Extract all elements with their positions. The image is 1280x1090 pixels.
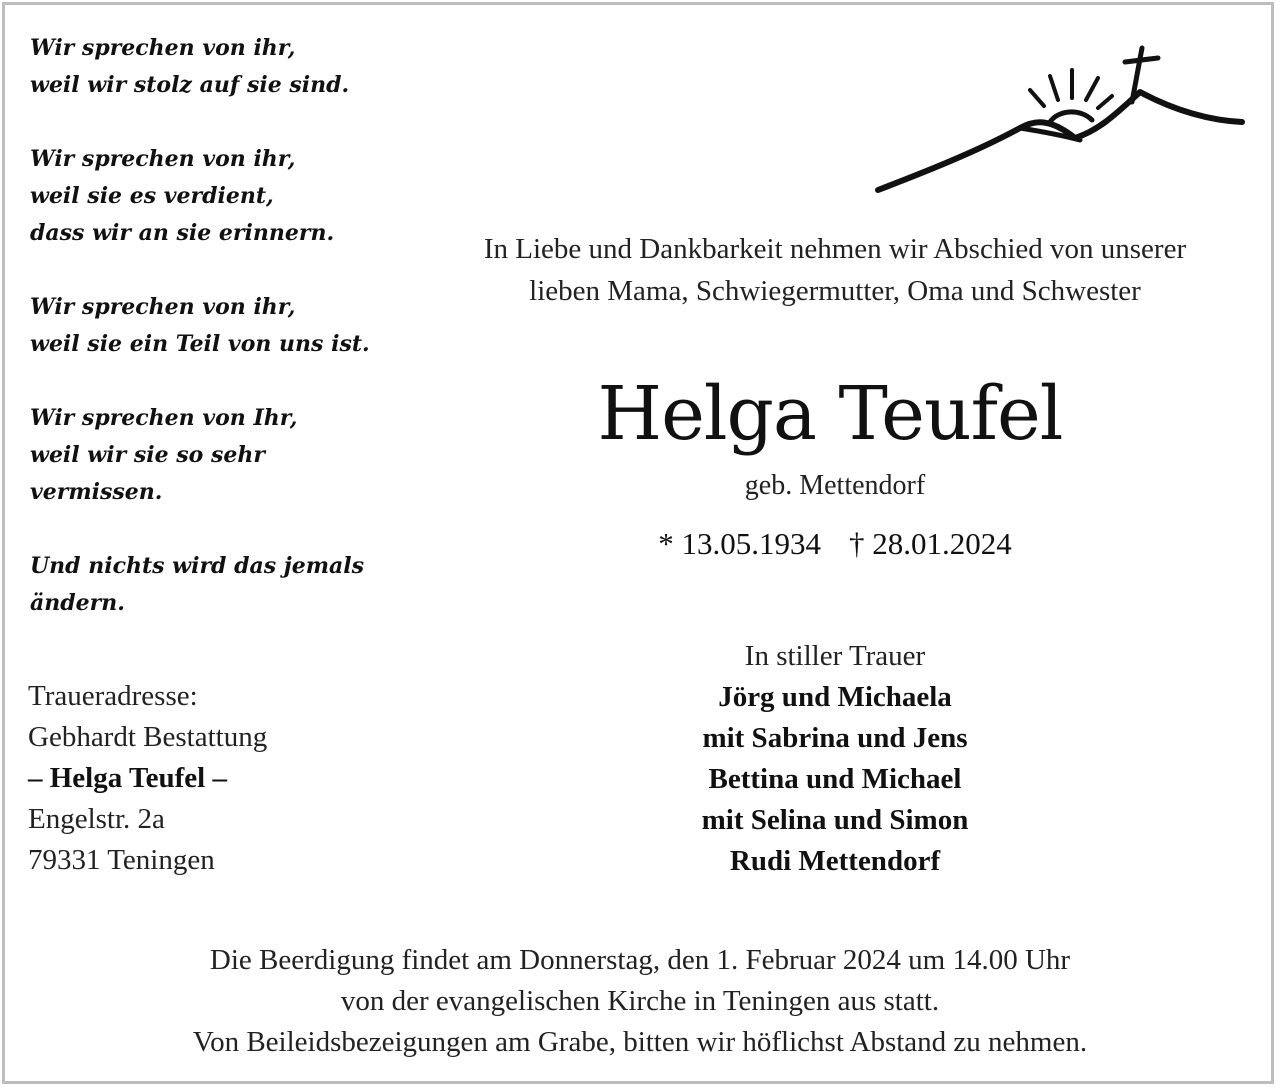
funeral-notice [0,940,1280,1063]
poem-line: dass wir an sie erinnern. [30,220,335,246]
mourner: mit Selina und Simon [701,804,969,836]
poem-line: weil wir stolz auf sie sind. [30,72,350,98]
mourner: Bettina und Michael [708,763,962,795]
intro-line: In Liebe und Dankbarkeit nehmen wir Abschied von unserer [483,233,1187,265]
address-street: Engelstr. 2a [28,803,165,835]
maiden-name: geb. Mettendorf [744,470,926,501]
poem-line: Wir sprechen von Ihr, [30,405,298,431]
mourning-address [28,676,388,881]
address-city: 79331 Teningen [28,844,215,876]
poem-stanza [30,141,410,252]
address-label: Traueradresse: [28,680,198,712]
poem-line: weil sie ein Teil von uns ist. [30,331,370,357]
poem-line: weil sie es verdient, [30,183,274,209]
poem [30,30,410,659]
poem-stanza [30,548,410,622]
poem-line: Wir sprechen von ihr, [30,146,296,172]
intro-text [420,228,1250,312]
poem-stanza [30,30,410,104]
mourner: mit Sabrina und Jens [702,722,968,754]
poem-line: Wir sprechen von ihr, [30,294,296,320]
death-date: † 28.01.2024 [849,526,1012,561]
poem-line: ändern. [30,590,125,616]
mourner: Rudi Mettendorf [729,845,941,877]
poem-line: weil wir sie so sehr [30,442,265,468]
mourners-list [420,677,1250,882]
deceased-name: Helga Teufel [597,371,1063,457]
mountain-sun-cross-icon [870,40,1250,220]
address-name: – Helga Teufel – [28,762,227,794]
address-company: Gebhardt Bestattung [28,721,268,753]
birth-date: * 13.05.1934 [658,526,821,561]
intro-line: lieben Mama, Schwiegermutter, Oma und Schwester [529,275,1141,307]
mourning-section [420,636,1250,882]
poem-stanza [30,400,410,511]
poem-line: Wir sprechen von ihr, [30,35,296,61]
poem-line: Und nichts wird das jemals [30,553,365,579]
funeral-line: von der evangelischen Kirche in Teningen aus statt. [340,985,940,1017]
funeral-line: Die Beerdigung findet am Donnerstag, den 1. Februar 2024 um 14.00 Uhr [209,944,1071,976]
mourner: Jörg und Michaela [718,681,952,713]
poem-line: vermissen. [30,479,163,505]
poem-stanza [30,289,410,363]
mourning-heading: In stiller Trauer [744,640,926,672]
life-dates [420,522,1250,566]
funeral-line: Von Beileidsbezeigungen am Grabe, bitten wir höflichst Abstand zu nehmen. [192,1026,1088,1058]
